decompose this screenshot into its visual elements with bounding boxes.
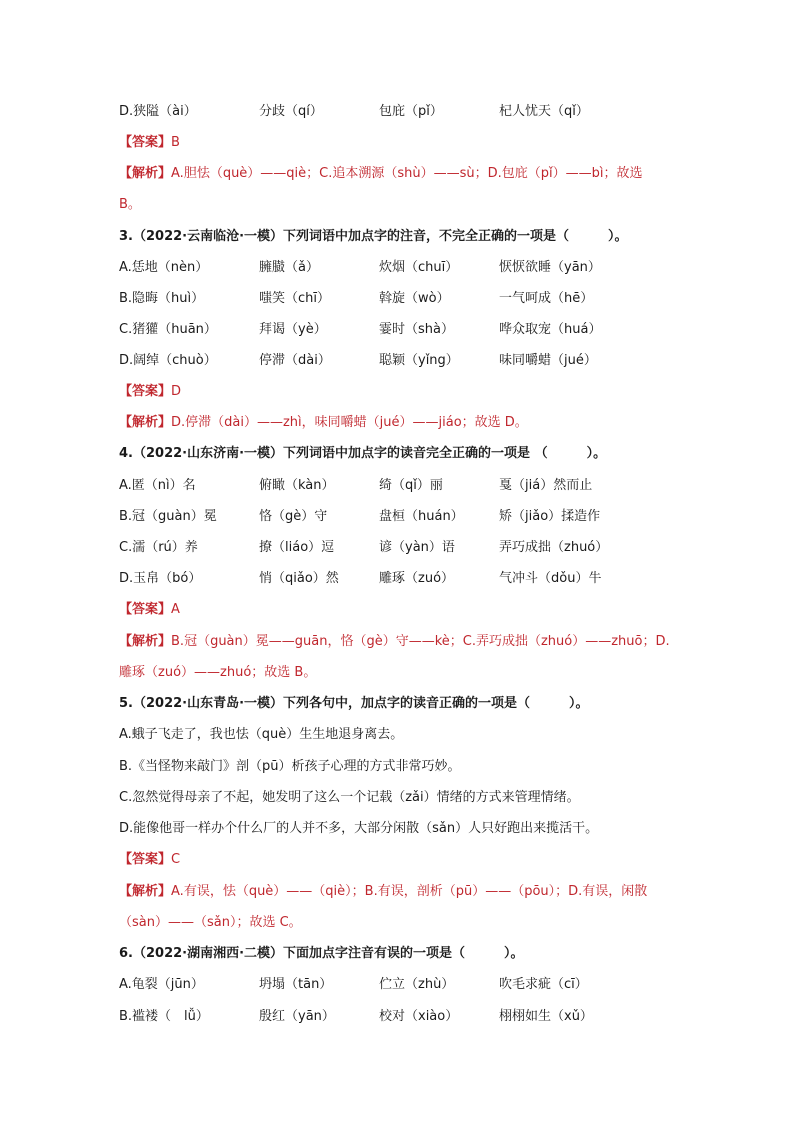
option-cell: 俯瞰（kàn） [259, 478, 335, 493]
option-cell: 绮（qǐ）丽 [379, 478, 443, 493]
q2-analysis [119, 162, 684, 186]
q3-option-b [119, 287, 684, 311]
answer-label: 【答案】 [119, 602, 172, 617]
q4-answer [119, 598, 684, 622]
q6-stem: 6.（2022·湖南湘西·二模）下面加点字注音有误的一项是（ ）。 [119, 946, 524, 961]
analysis-label: 【解析】 [119, 415, 172, 430]
option-cell: 包庇（pǐ） [379, 104, 443, 119]
option-cell: 一气呵成（hē） [499, 291, 594, 306]
option-cell: 恪（gè）守 [259, 509, 328, 524]
q6-option-b [119, 1005, 684, 1029]
analysis-text: 雕琢（zuó）——zhuó；故选 B。 [119, 665, 317, 680]
option-cell: 杞人忧天（qǐ） [499, 104, 589, 119]
answer-value: C [171, 852, 181, 867]
q3-answer [119, 380, 684, 404]
analysis-text: （sàn）——（sǎn）；故选 C。 [119, 915, 302, 930]
q5-analysis-cont [119, 911, 684, 935]
analysis-text: A.胆怯（què）——qiè；C.追本溯源（shù）——sù；D.包庇（pǐ）——bì；故选 [171, 166, 643, 181]
answer-label: 【答案】 [119, 852, 172, 867]
option-cell: B.隐晦（huì） [119, 291, 205, 306]
answer-value: B [171, 135, 180, 150]
analysis-text: B。 [119, 197, 141, 212]
option-cell: 拜谒（yè） [259, 322, 327, 337]
option-cell: D.狭隘（ài） [119, 104, 197, 119]
option-cell: 恹恹欲睡（yān） [499, 260, 601, 275]
analysis-label: 【解析】 [119, 884, 172, 899]
q4-option-a [119, 474, 684, 498]
option-cell: B.冠（guàn）冕 [119, 509, 217, 524]
option-cell: 吹毛求疵（cī） [499, 977, 588, 992]
option-cell: 臃臌（ǎ） [259, 260, 319, 275]
option-cell: 盘桓（huán） [379, 509, 464, 524]
option-cell: A.恁地（nèn） [119, 260, 209, 275]
q3-stem: 3.（2022·云南临沧·一模）下列词语中加点字的注音，不完全正确的一项是（ ）。 [119, 229, 628, 244]
q4-option-c [119, 536, 684, 560]
option-cell: 气冲斗（dǒu）牛 [499, 571, 602, 586]
q5-option-b: B.《当怪物来敲门》剖（pū）析孩子心理的方式非常巧妙。 [119, 759, 461, 774]
q5-option-d: D.能像他哥一样办个什么厂的人并不多，大部分闲散（sǎn）人只好跑出来揽活干。 [119, 821, 599, 836]
q4-analysis [119, 630, 684, 654]
option-cell: 坍塌（tān） [259, 977, 333, 992]
option-cell: 聪颖（yǐng） [379, 353, 459, 368]
option-cell: 炊烟（chuī） [379, 260, 459, 275]
answer-label: 【答案】 [119, 384, 172, 399]
q3-option-d [119, 349, 684, 373]
option-cell: 戛（jiá）然而止 [499, 478, 593, 493]
option-cell: 雕琢（zuó） [379, 571, 455, 586]
analysis-label: 【解析】 [119, 634, 172, 649]
q4-option-b [119, 505, 684, 529]
analysis-text: A.有误，怯（què）——（qiè）；B.有误，剖析（pū）——（pōu）；D.有误，闲散 [171, 884, 648, 899]
answer-value: A [171, 602, 180, 617]
q5-option-c: C.忽然觉得母亲了不起，她发明了这么一个记载（zǎi）情绪的方式来管理情绪。 [119, 790, 580, 805]
option-cell: 伫立（zhù） [379, 977, 455, 992]
option-cell: A.龟裂（jūn） [119, 977, 204, 992]
q4-stem: 4.（2022·山东济南·一模）下列词语中加点字的读音完全正确的一项是 （ ）。 [119, 446, 607, 461]
option-cell: D.玉帛（bó） [119, 571, 202, 586]
option-cell: C.濡（rú）养 [119, 540, 198, 555]
option-cell: 哗众取宠（huá） [499, 322, 602, 337]
option-cell: 谚（yàn）语 [379, 540, 455, 555]
option-cell: 栩栩如生（xǔ） [499, 1009, 593, 1024]
q3-analysis [119, 411, 684, 435]
option-cell: A.匿（nì）名 [119, 478, 196, 493]
answer-value: D [171, 384, 182, 399]
analysis-label: 【解析】 [119, 166, 172, 181]
q4-option-d [119, 567, 684, 591]
option-cell: 校对（xiào） [379, 1009, 459, 1024]
q4-analysis-cont [119, 661, 684, 685]
q3-option-a [119, 256, 684, 280]
analysis-text: B.冠（guàn）冕——guān，恪（gè）守——kè；C.弄巧成拙（zhuó）——zhuō；D. [171, 634, 670, 649]
option-cell: 弄巧成拙（zhuó） [499, 540, 609, 555]
q5-option-a: A.蛾子飞走了，我也怯（què）生生地退身离去。 [119, 727, 404, 742]
answer-label: 【答案】 [119, 135, 172, 150]
analysis-text: D.停滞（dài）——zhì，味同嚼蜡（jué）——jiáo；故选 D。 [171, 415, 528, 430]
option-cell: 殷红（yān） [259, 1009, 335, 1024]
option-cell: 斡旋（wò） [379, 291, 450, 306]
q5-analysis [119, 880, 684, 904]
q6-option-a [119, 973, 684, 997]
q2-answer [119, 131, 684, 155]
option-cell: 霎时（shà） [379, 322, 454, 337]
q2-option-d-row [119, 100, 684, 124]
option-cell: 嗤笑（chī） [259, 291, 330, 306]
option-cell: 停滞（dài） [259, 353, 331, 368]
option-cell: C.猪獾（huān） [119, 322, 217, 337]
option-cell: 撩（liáo）逗 [259, 540, 335, 555]
option-cell: 分歧（qí） [259, 104, 323, 119]
option-cell: 悄（qiǎo）然 [259, 571, 339, 586]
q2-analysis-cont [119, 193, 684, 217]
option-cell: B.褴褛（ lǚ） [119, 1009, 209, 1024]
q3-option-c [119, 318, 684, 342]
option-cell: 矫（jiǎo）揉造作 [499, 509, 601, 524]
q5-answer [119, 848, 684, 872]
option-cell: 味同嚼蜡（jué） [499, 353, 597, 368]
q5-stem: 5.（2022·山东青岛·一模）下列各句中，加点字的读音正确的一项是（ ）。 [119, 696, 589, 711]
option-cell: D.阔绰（chuò） [119, 353, 217, 368]
